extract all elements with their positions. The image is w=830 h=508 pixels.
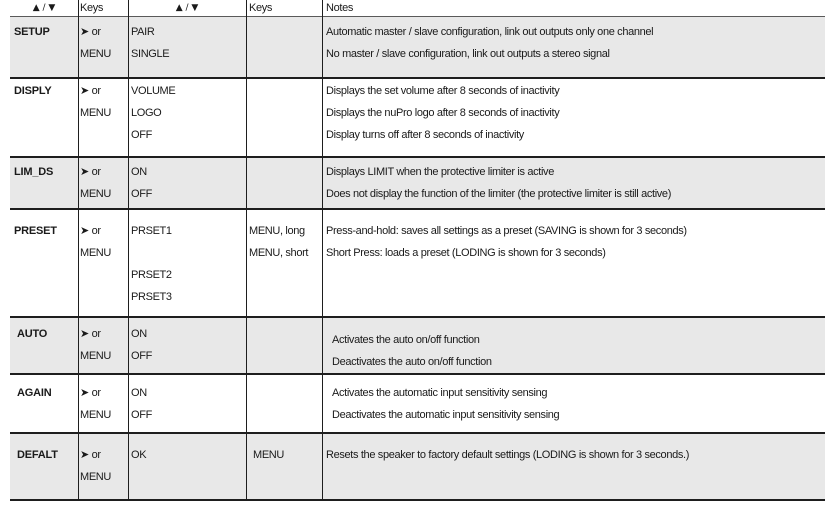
- header-notes-column: Notes: [326, 2, 353, 14]
- section-auto: [10, 318, 825, 375]
- keys-cell: MENU: [80, 409, 111, 421]
- option-keys-cell: [246, 161, 322, 183]
- setting-name: AUTO: [17, 328, 48, 340]
- column-divider: [246, 0, 247, 501]
- note-cell: Displays the nuPro logo after 8 seconds of inactivity: [326, 107, 560, 119]
- keys-cell: ➤ or: [80, 225, 101, 237]
- note-cell: Press-and-hold: saves all settings as a preset (SAVING is shown for 3 seconds): [326, 225, 687, 237]
- keys-cell: ➤ or: [80, 26, 101, 38]
- table-header: [10, 0, 825, 17]
- keys-cell: ➤ or: [80, 328, 101, 340]
- keys-cell: ➤ or: [80, 85, 101, 97]
- setting-name-empty: [10, 345, 78, 367]
- option-keys-cell: [246, 43, 322, 65]
- header-keys-column: Keys: [80, 2, 104, 14]
- option-keys-cell: [246, 264, 322, 286]
- option-keys-cell: MENU, short: [249, 247, 309, 259]
- header-option-keys-column: Keys: [249, 2, 273, 14]
- table-row: [10, 183, 825, 205]
- option-keys-cell: [246, 80, 322, 102]
- option-keys-cell: [246, 102, 322, 124]
- note-cell: Does not display the function of the limiter (the protective limiter is still active): [326, 188, 672, 200]
- option-cell: LOGO: [131, 107, 162, 119]
- option-cell: OFF: [131, 129, 152, 141]
- option-cell: ON: [131, 328, 147, 340]
- note-cell: No master / slave configuration, link out outputs a stereo signal: [326, 48, 610, 60]
- setting-name-empty: [10, 124, 78, 146]
- option-cell: VOLUME: [131, 85, 176, 97]
- setting-name: AGAIN: [17, 387, 52, 399]
- column-divider: [78, 0, 79, 501]
- option-keys-cell: MENU: [253, 449, 284, 461]
- setting-name-empty: [10, 183, 78, 205]
- note-cell: Deactivates the automatic input sensitivity sensing: [332, 409, 560, 421]
- setting-name-empty: [10, 242, 78, 264]
- option-keys-cell: [246, 21, 322, 43]
- setting-name: DISPLY: [14, 85, 52, 97]
- option-cell: PRSET2: [131, 269, 172, 281]
- note-cell: Short Press: loads a preset (LODING is shown for 3 seconds): [326, 247, 606, 259]
- table-row: [10, 124, 825, 146]
- option-cell: [128, 242, 246, 264]
- note-cell: Activates the auto on/off function: [332, 334, 480, 346]
- option-keys-cell: [246, 124, 322, 146]
- setting-name-empty: [10, 466, 78, 488]
- option-cell: PRSET3: [131, 291, 172, 303]
- keys-cell: MENU: [80, 48, 111, 60]
- note-cell: [322, 286, 825, 308]
- setting-name-empty: [10, 286, 78, 308]
- option-cell: OFF: [131, 409, 152, 421]
- note-cell: Deactivates the auto on/off function: [332, 356, 492, 368]
- option-cell: OFF: [131, 188, 152, 200]
- table-row: [10, 264, 825, 286]
- section-lim-ds: [10, 158, 825, 210]
- keys-cell: ➤ or: [80, 166, 101, 178]
- option-cell: PAIR: [131, 26, 155, 38]
- keys-cell: MENU: [80, 107, 111, 119]
- note-cell: Displays the set volume after 8 seconds of inactivity: [326, 85, 560, 97]
- setting-name: PRESET: [14, 225, 57, 237]
- note-cell: [322, 264, 825, 286]
- setting-name: LIM_DS: [14, 166, 54, 178]
- section-again: [10, 375, 825, 434]
- table-row: [10, 444, 825, 466]
- option-keys-cell: [246, 466, 322, 488]
- table-row: [10, 220, 825, 242]
- table-row: [10, 43, 825, 65]
- setting-name-empty: [10, 43, 78, 65]
- header-selector-column: ▲ / ▼: [32, 3, 56, 13]
- table-row: [10, 404, 825, 426]
- section-disply: [10, 79, 825, 158]
- table-row: [10, 21, 825, 43]
- note-cell: Displays LIMIT when the protective limiter is active: [326, 166, 554, 178]
- table-row: [10, 466, 825, 488]
- option-keys-cell: [246, 382, 322, 404]
- option-keys-cell: [246, 345, 322, 367]
- keys-cell: [78, 264, 128, 286]
- setting-name-empty: [10, 102, 78, 124]
- table-row: [10, 242, 825, 264]
- keys-cell: [78, 286, 128, 308]
- keys-cell: ➤ or: [80, 387, 101, 399]
- section-defalt: [10, 434, 825, 501]
- option-cell: [128, 466, 246, 488]
- section-preset: [10, 210, 825, 318]
- note-cell: [322, 466, 825, 488]
- setting-name: SETUP: [14, 26, 50, 38]
- option-cell: OFF: [131, 350, 152, 362]
- keys-cell: MENU: [80, 188, 111, 200]
- option-keys-cell: [246, 323, 322, 345]
- table-row: [10, 382, 825, 404]
- option-cell: OK: [131, 449, 147, 461]
- keys-cell: ➤ or: [80, 449, 101, 461]
- option-keys-cell: [246, 286, 322, 308]
- note-cell: Resets the speaker to factory default settings (LODING is shown for 3 seconds.): [326, 449, 690, 461]
- option-cell: ON: [131, 166, 147, 178]
- option-keys-cell: [246, 183, 322, 205]
- column-divider: [322, 0, 323, 501]
- header-option-column: ▲ / ▼: [175, 3, 199, 13]
- option-keys-cell: MENU, long: [249, 225, 305, 237]
- keys-cell: [78, 124, 128, 146]
- option-cell: ON: [131, 387, 147, 399]
- section-setup: [10, 17, 825, 79]
- table-row: [10, 80, 825, 102]
- table-row: [10, 161, 825, 183]
- table-row: [10, 286, 825, 308]
- table-row: [10, 102, 825, 124]
- setting-name-empty: [10, 264, 78, 286]
- option-keys-cell: [246, 404, 322, 426]
- option-cell: PRSET1: [131, 225, 172, 237]
- table-row: [10, 323, 825, 345]
- note-cell: Display turns off after 8 seconds of inactivity: [326, 129, 524, 141]
- setting-name-empty: [10, 404, 78, 426]
- keys-cell: MENU: [80, 471, 111, 483]
- setting-name: DEFALT: [17, 449, 58, 461]
- keys-cell: MENU: [80, 350, 111, 362]
- keys-cell: MENU: [80, 247, 111, 259]
- column-divider: [128, 0, 129, 501]
- option-cell: SINGLE: [131, 48, 170, 60]
- note-cell: Activates the automatic input sensitivity sensing: [332, 387, 548, 399]
- note-cell: Automatic master / slave configuration, link out outputs only one channel: [326, 26, 654, 38]
